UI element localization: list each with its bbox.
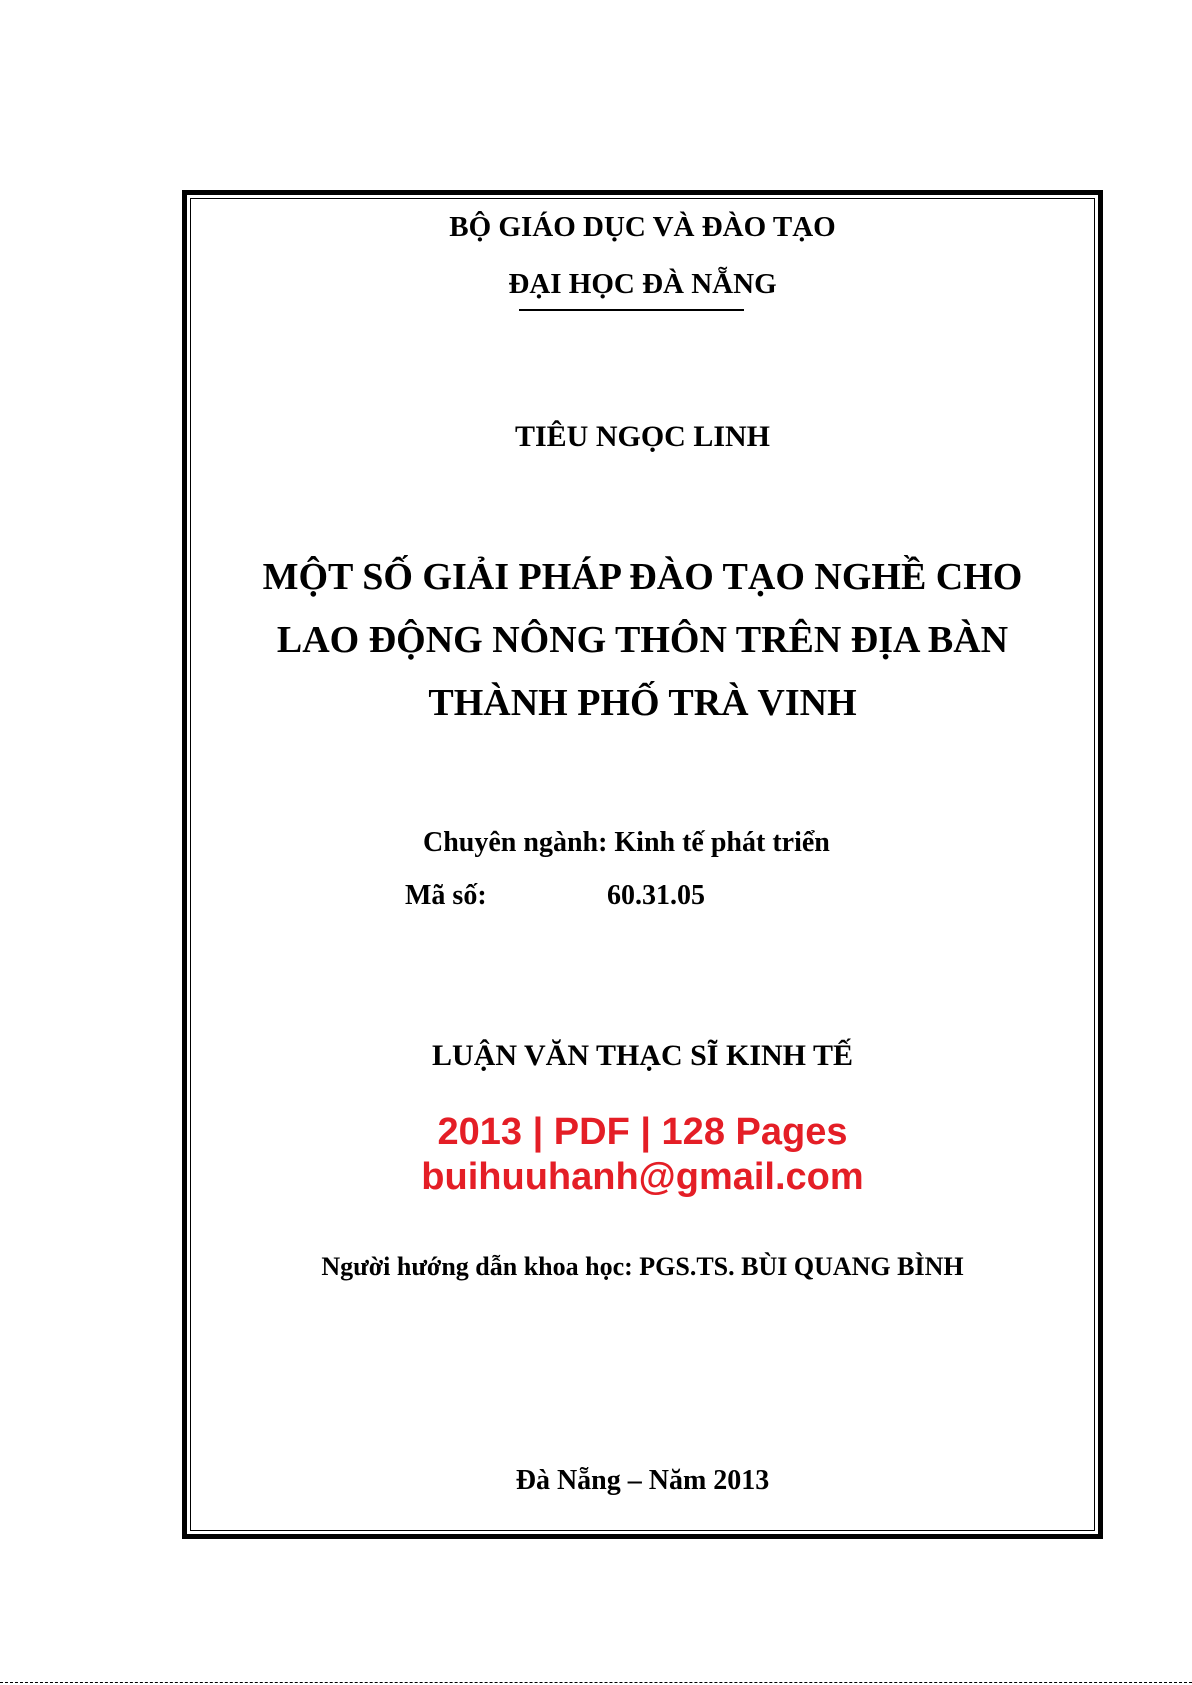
- university-heading: ĐẠI HỌC ĐÀ NẴNG: [508, 268, 777, 300]
- cover-border-inner: [190, 198, 1095, 1531]
- thesis-title-line-2: LAO ĐỘNG NÔNG THÔN TRÊN ĐỊA BÀN: [276, 619, 1009, 661]
- page-bottom-rule: [0, 1682, 1192, 1683]
- watermark-email: buihuuhanh@gmail.com: [421, 1156, 864, 1198]
- specialization: Chuyên ngành: Kinh tế phát triển: [423, 827, 830, 858]
- watermark-info: 2013 | PDF | 128 Pages: [437, 1111, 848, 1153]
- code-value: 60.31.05: [607, 880, 705, 911]
- degree-title: LUẬN VĂN THẠC SĨ KINH TẾ: [432, 1039, 853, 1072]
- code-label: Mã số:: [405, 880, 487, 911]
- place-and-year: Đà Nẵng – Năm 2013: [515, 1465, 770, 1496]
- thesis-title-line-1: MỘT SỐ GIẢI PHÁP ĐÀO TẠO NGHỀ CHO: [262, 556, 1023, 598]
- advisor: Người hướng dẫn khoa học: PGS.TS. BÙI QUANG BÌNH: [321, 1252, 964, 1281]
- author-name: TIÊU NGỌC LINH: [514, 420, 771, 453]
- ministry-heading: BỘ GIÁO DỤC VÀ ĐÀO TẠO: [449, 211, 836, 243]
- university-underline: [519, 309, 744, 311]
- thesis-title-line-3: THÀNH PHỐ TRÀ VINH: [428, 682, 857, 724]
